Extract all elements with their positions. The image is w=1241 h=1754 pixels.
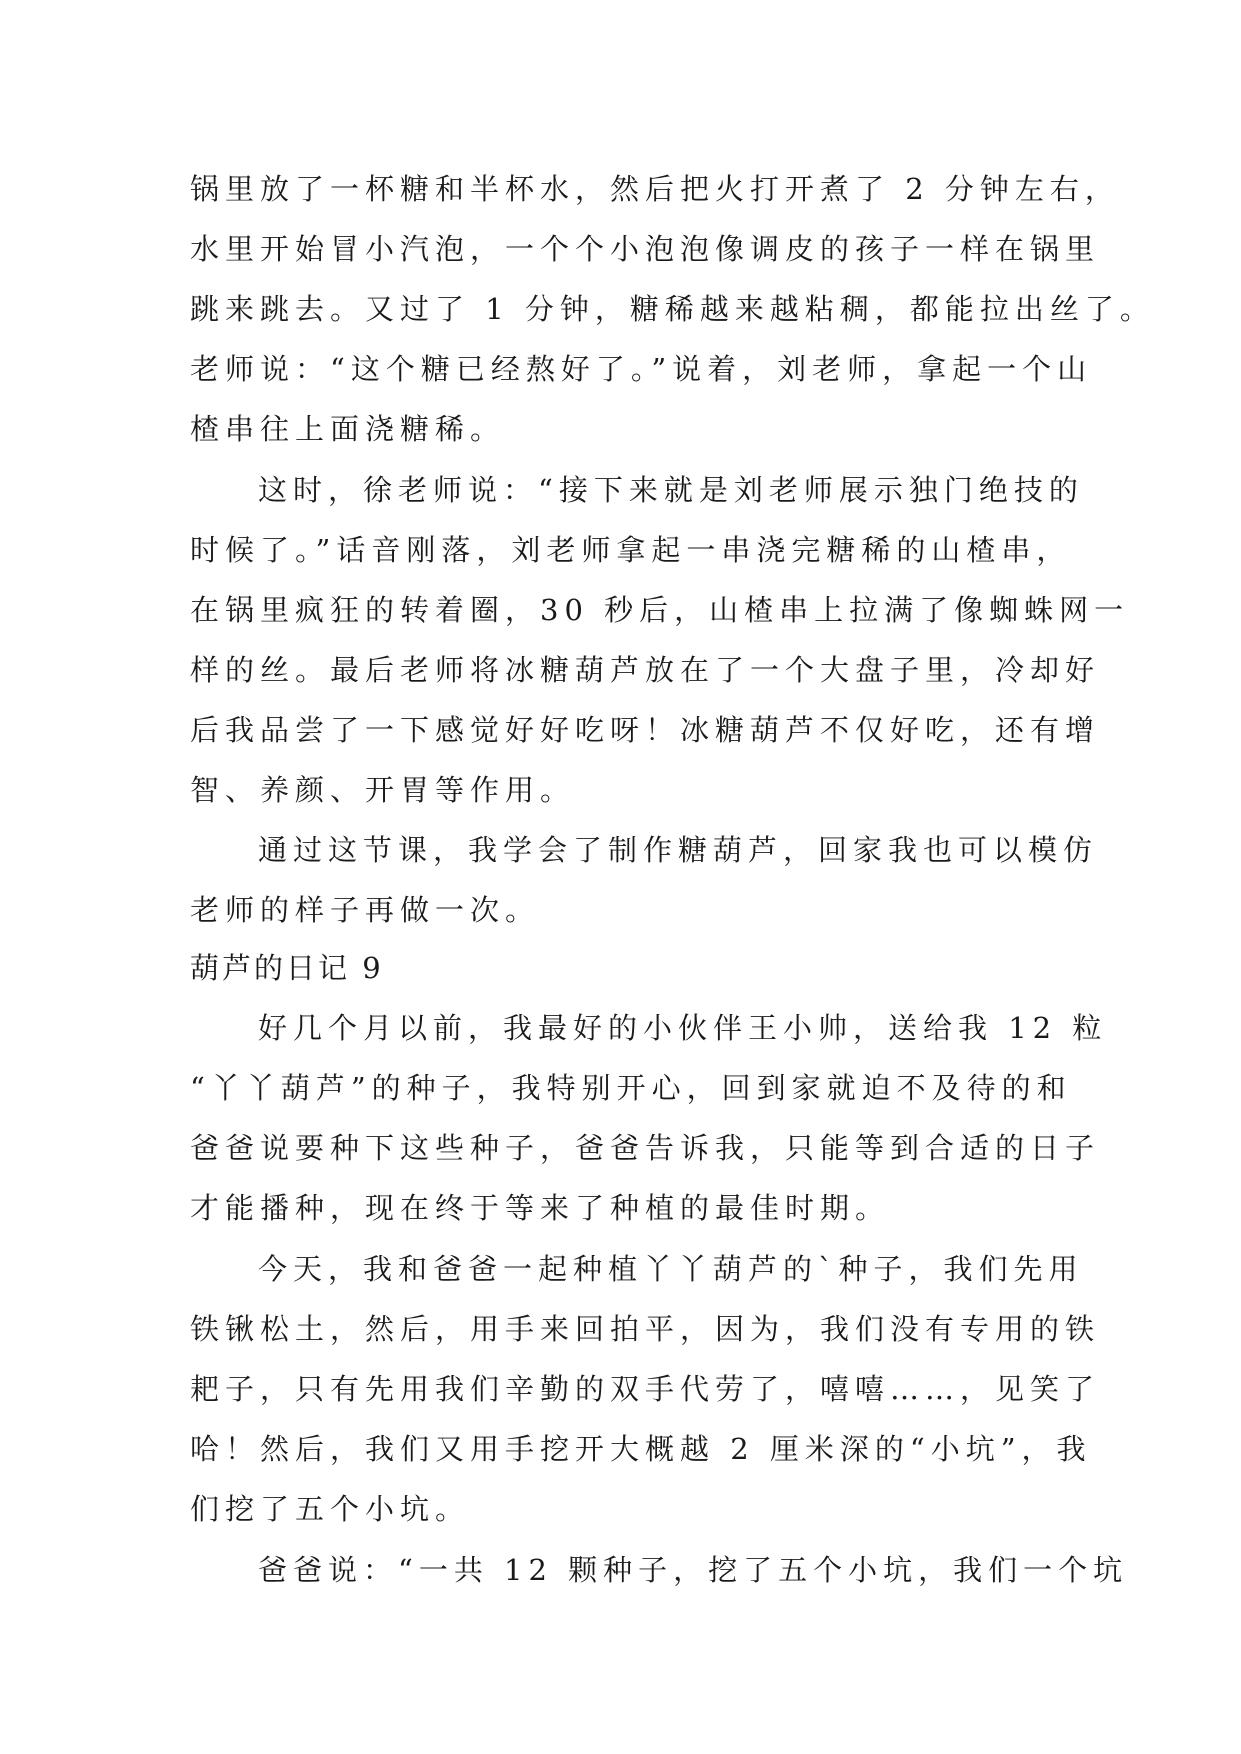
paragraph-4-line-1: 好几个月以前，我最好的小伙伴王小帅，送给我 12 粒 xyxy=(258,1011,1108,1045)
paragraph-1-line-5: 楂串往上面浇糖稀。 xyxy=(190,412,506,446)
paragraph-1-line-4: 老师说：“这个糖已经熬好了。”说着，刘老师，拿起一个山 xyxy=(190,352,1093,386)
paragraph-3-line-1: 通过这节课，我学会了制作糖葫芦，回家我也可以模仿 xyxy=(258,833,1099,867)
paragraph-5-line-1: 今天，我和爸爸一起种植丫丫葫芦的`种子，我们先用 xyxy=(258,1252,1084,1286)
paragraph-5-line-4: 哈！然后，我们又用手挖开大概越 2 厘米深的“小坑”，我 xyxy=(190,1432,1092,1466)
paragraph-4-line-3: 爸爸说要种下这些种子，爸爸告诉我，只能等到合适的日子 xyxy=(190,1131,1101,1165)
paragraph-1-line-2: 水里开始冒小汽泡，一个个小泡泡像调皮的孩子一样在锅里 xyxy=(190,232,1101,266)
paragraph-5-line-3: 耙子，只有先用我们辛勤的双手代劳了，嘻嘻……，见笑了 xyxy=(190,1372,1101,1406)
paragraph-1-line-3: 跳来跳去。又过了 1 分钟，糖稀越来越粘稠，都能拉出丝了。 xyxy=(190,292,1155,326)
paragraph-2-line-1: 这时，徐老师说：“接下来就是刘老师展示独门绝技的 xyxy=(258,473,1084,507)
paragraph-6-line-1: 爸爸说：“一共 12 颗种子，挖了五个小坑，我们一个坑 xyxy=(258,1553,1129,1587)
paragraph-2-line-4: 样的丝。最后老师将冰糖葫芦放在了一个大盘子里，冷却好 xyxy=(190,653,1101,687)
paragraph-1-line-1: 锅里放了一杯糖和半杯水，然后把火打开煮了 2 分钟左右， xyxy=(190,172,1120,206)
paragraph-2-line-6: 智、养颜、开胃等作用。 xyxy=(190,773,576,807)
paragraph-2-line-2: 时候了。”话音刚落，刘老师拿起一串浇完糖稀的山楂串， xyxy=(190,533,1072,567)
paragraph-5-line-2: 铁锹松土，然后，用手来回拍平，因为，我们没有专用的铁 xyxy=(190,1312,1101,1346)
paragraph-2-line-3: 在锅里疯狂的转着圈，30 秒后，山楂串上拉满了像蜘蛛网一 xyxy=(190,593,1130,627)
paragraph-2-line-5: 后我品尝了一下感觉好好吃呀！冰糖葫芦不仅好吃，还有增 xyxy=(190,713,1101,747)
paragraph-5-line-5: 们挖了五个小坑。 xyxy=(190,1492,471,1526)
paragraph-3-line-2: 老师的样子再做一次。 xyxy=(190,893,541,927)
section-heading: 葫芦的日记 9 xyxy=(190,951,384,985)
paragraph-4-line-4: 才能播种，现在终于等来了种植的最佳时期。 xyxy=(190,1191,891,1225)
paragraph-4-line-2: “丫丫葫芦”的种子，我特别开心，回到家就迫不及待的和 xyxy=(190,1071,1072,1105)
